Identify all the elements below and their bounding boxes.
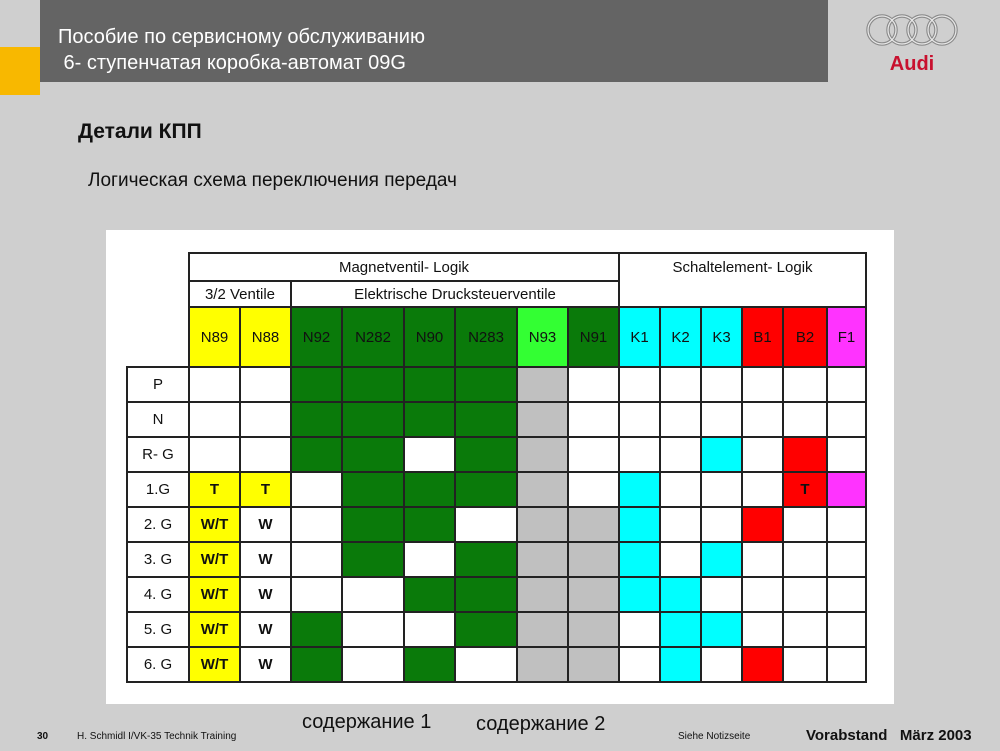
table-cell — [455, 402, 517, 437]
table-cell — [404, 367, 455, 402]
column-header-k1: K1 — [619, 307, 660, 367]
table-cell — [827, 367, 866, 402]
table-cell — [455, 612, 517, 647]
column-header-n93: N93 — [517, 307, 568, 367]
table-row — [127, 542, 866, 577]
caption-content-1: содержание 1 — [302, 711, 432, 733]
table-cell — [701, 577, 742, 612]
table-cell — [455, 542, 517, 577]
table-cell — [783, 542, 827, 577]
corner-blank-3 — [127, 307, 189, 367]
table-cell — [568, 647, 619, 682]
table-cell — [404, 437, 455, 472]
table-cell — [568, 577, 619, 612]
table-cell — [291, 577, 342, 612]
table-cell — [827, 402, 866, 437]
table-cell — [568, 507, 619, 542]
corner-blank-2 — [127, 281, 189, 307]
table-cell — [742, 402, 783, 437]
table-cell — [291, 472, 342, 507]
table-cell — [619, 437, 660, 472]
table-cell — [291, 612, 342, 647]
table-cell — [827, 472, 866, 507]
table-cell — [342, 612, 404, 647]
table-cell — [619, 577, 660, 612]
audi-rings-icon — [862, 10, 962, 74]
table-cell — [342, 472, 404, 507]
sub-ventile: 3/2 Ventile — [189, 281, 291, 307]
table-cell — [517, 507, 568, 542]
header-accent — [0, 47, 40, 95]
table-cell — [827, 507, 866, 542]
column-header-n283: N283 — [455, 307, 517, 367]
table-cell — [568, 367, 619, 402]
table-cell — [342, 542, 404, 577]
table-cell — [404, 647, 455, 682]
table-cell — [619, 542, 660, 577]
table-cell — [517, 367, 568, 402]
table-cell — [783, 367, 827, 402]
table-cell — [568, 472, 619, 507]
column-header-n91: N91 — [568, 307, 619, 367]
table-cell — [660, 577, 701, 612]
table-cell — [455, 647, 517, 682]
subtitle: Логическая схема переключения передач — [88, 170, 457, 191]
table-cell — [742, 577, 783, 612]
table-cell — [742, 647, 783, 682]
section-title: Детали КПП — [78, 120, 202, 143]
table-cell — [742, 367, 783, 402]
row-label: R- G — [127, 437, 189, 472]
table-cell — [827, 647, 866, 682]
row-label: 2. G — [127, 507, 189, 542]
table-cell — [291, 507, 342, 542]
table-cell — [342, 647, 404, 682]
table-cell — [404, 507, 455, 542]
table-cell — [189, 437, 240, 472]
table-row — [127, 507, 866, 542]
table-cell — [404, 542, 455, 577]
table-cell — [240, 402, 291, 437]
table-row — [127, 472, 866, 507]
table-cell — [455, 437, 517, 472]
table-cell: W/T — [189, 612, 240, 647]
table-cell — [517, 472, 568, 507]
group-schaltelement: Schaltelement- Logik — [619, 253, 866, 307]
title-line-1: Пособие по сервисному обслуживанию — [58, 26, 425, 48]
column-header-n89: N89 — [189, 307, 240, 367]
table-cell — [619, 367, 660, 402]
table-cell — [742, 507, 783, 542]
table-cell — [742, 437, 783, 472]
table-row — [127, 647, 866, 682]
table-cell — [455, 507, 517, 542]
table-cell: W/T — [189, 507, 240, 542]
column-header-n88: N88 — [240, 307, 291, 367]
table-cell: T — [240, 472, 291, 507]
footer-author: H. Schmidl I/VK-35 Technik Training — [77, 731, 237, 742]
footer-page-number: 30 — [37, 731, 49, 742]
table-cell: W/T — [189, 577, 240, 612]
table-cell — [517, 542, 568, 577]
table-cell: T — [783, 472, 827, 507]
table-cell — [342, 437, 404, 472]
shift-logic-table — [126, 252, 867, 683]
table-cell — [701, 542, 742, 577]
table-cell — [291, 402, 342, 437]
table-cell — [742, 472, 783, 507]
table-cell — [783, 647, 827, 682]
table-cell — [783, 402, 827, 437]
sub-druck: Elektrische Drucksteuerventile — [291, 281, 619, 307]
row-label: 6. G — [127, 647, 189, 682]
table-cell — [240, 367, 291, 402]
table-cell — [619, 402, 660, 437]
title-line-2: 6- ступенчатая коробка-автомат 09G — [58, 52, 406, 74]
table-cell — [742, 612, 783, 647]
table-cell — [568, 402, 619, 437]
column-header-n90: N90 — [404, 307, 455, 367]
caption-content-2: содержание 2 — [476, 713, 606, 735]
column-header-k3: K3 — [701, 307, 742, 367]
table-row — [127, 577, 866, 612]
footer-note: Siehe Notizseite — [678, 731, 751, 742]
table-cell — [291, 647, 342, 682]
table-cell — [517, 437, 568, 472]
table-cell — [517, 402, 568, 437]
table-cell — [701, 647, 742, 682]
table-cell — [827, 577, 866, 612]
corner-blank — [127, 253, 189, 281]
table-cell — [291, 437, 342, 472]
table-cell — [342, 507, 404, 542]
table-cell — [568, 612, 619, 647]
table-cell — [783, 577, 827, 612]
table-cell: W — [240, 542, 291, 577]
table-cell: W — [240, 507, 291, 542]
table-row — [127, 437, 866, 472]
table-cell: W/T — [189, 647, 240, 682]
table-cell — [742, 542, 783, 577]
table-cell — [568, 542, 619, 577]
table-cell — [660, 507, 701, 542]
table-cell — [660, 402, 701, 437]
table-cell — [189, 367, 240, 402]
row-label: P — [127, 367, 189, 402]
table-cell — [660, 647, 701, 682]
row-label: 1.G — [127, 472, 189, 507]
table-cell — [455, 577, 517, 612]
table-cell — [517, 577, 568, 612]
table-row — [127, 612, 866, 647]
table-cell — [827, 437, 866, 472]
table-cell — [342, 577, 404, 612]
table-cell — [783, 507, 827, 542]
audi-logo — [862, 10, 962, 74]
table-cell — [827, 612, 866, 647]
footer-status: Vorabstand März 2003 — [806, 727, 972, 744]
table-cell — [619, 472, 660, 507]
table-row — [127, 367, 866, 402]
table-cell: W — [240, 647, 291, 682]
table-cell — [404, 472, 455, 507]
page-title — [58, 24, 425, 76]
table-cell: W — [240, 577, 291, 612]
table-row — [127, 402, 866, 437]
table-cell — [701, 367, 742, 402]
table-cell — [404, 402, 455, 437]
logic-table-panel — [106, 230, 894, 704]
table-cell — [701, 612, 742, 647]
row-label: N — [127, 402, 189, 437]
table-cell — [619, 507, 660, 542]
table-cell — [455, 472, 517, 507]
table-cell: T — [189, 472, 240, 507]
table-cell — [660, 542, 701, 577]
row-label: 3. G — [127, 542, 189, 577]
group-magnetventil: Magnetventil- Logik — [189, 253, 619, 281]
logo-wordmark: Audi — [889, 53, 935, 74]
table-cell — [660, 472, 701, 507]
table-cell — [291, 367, 342, 402]
column-header-n92: N92 — [291, 307, 342, 367]
table-cell — [783, 612, 827, 647]
table-cell — [455, 367, 517, 402]
table-cell — [701, 402, 742, 437]
table-cell — [701, 507, 742, 542]
table-cell — [568, 437, 619, 472]
table-cell — [189, 402, 240, 437]
table-cell — [342, 367, 404, 402]
column-header-b2: B2 — [783, 307, 827, 367]
row-label: 5. G — [127, 612, 189, 647]
table-cell — [660, 367, 701, 402]
table-cell — [517, 612, 568, 647]
table-cell — [404, 577, 455, 612]
table-cell — [783, 437, 827, 472]
table-cell — [701, 437, 742, 472]
table-cell — [619, 612, 660, 647]
table-cell: W — [240, 612, 291, 647]
table-cell — [701, 472, 742, 507]
table-cell — [619, 647, 660, 682]
table-cell — [342, 402, 404, 437]
column-header-b1: B1 — [742, 307, 783, 367]
table-cell — [660, 612, 701, 647]
table-cell — [517, 647, 568, 682]
column-header-n282: N282 — [342, 307, 404, 367]
column-header-f1: F1 — [827, 307, 866, 367]
column-header-k2: K2 — [660, 307, 701, 367]
row-label: 4. G — [127, 577, 189, 612]
table-cell — [291, 542, 342, 577]
table-cell: W/T — [189, 542, 240, 577]
table-cell — [660, 437, 701, 472]
table-cell — [827, 542, 866, 577]
table-cell — [404, 612, 455, 647]
table-cell — [240, 437, 291, 472]
